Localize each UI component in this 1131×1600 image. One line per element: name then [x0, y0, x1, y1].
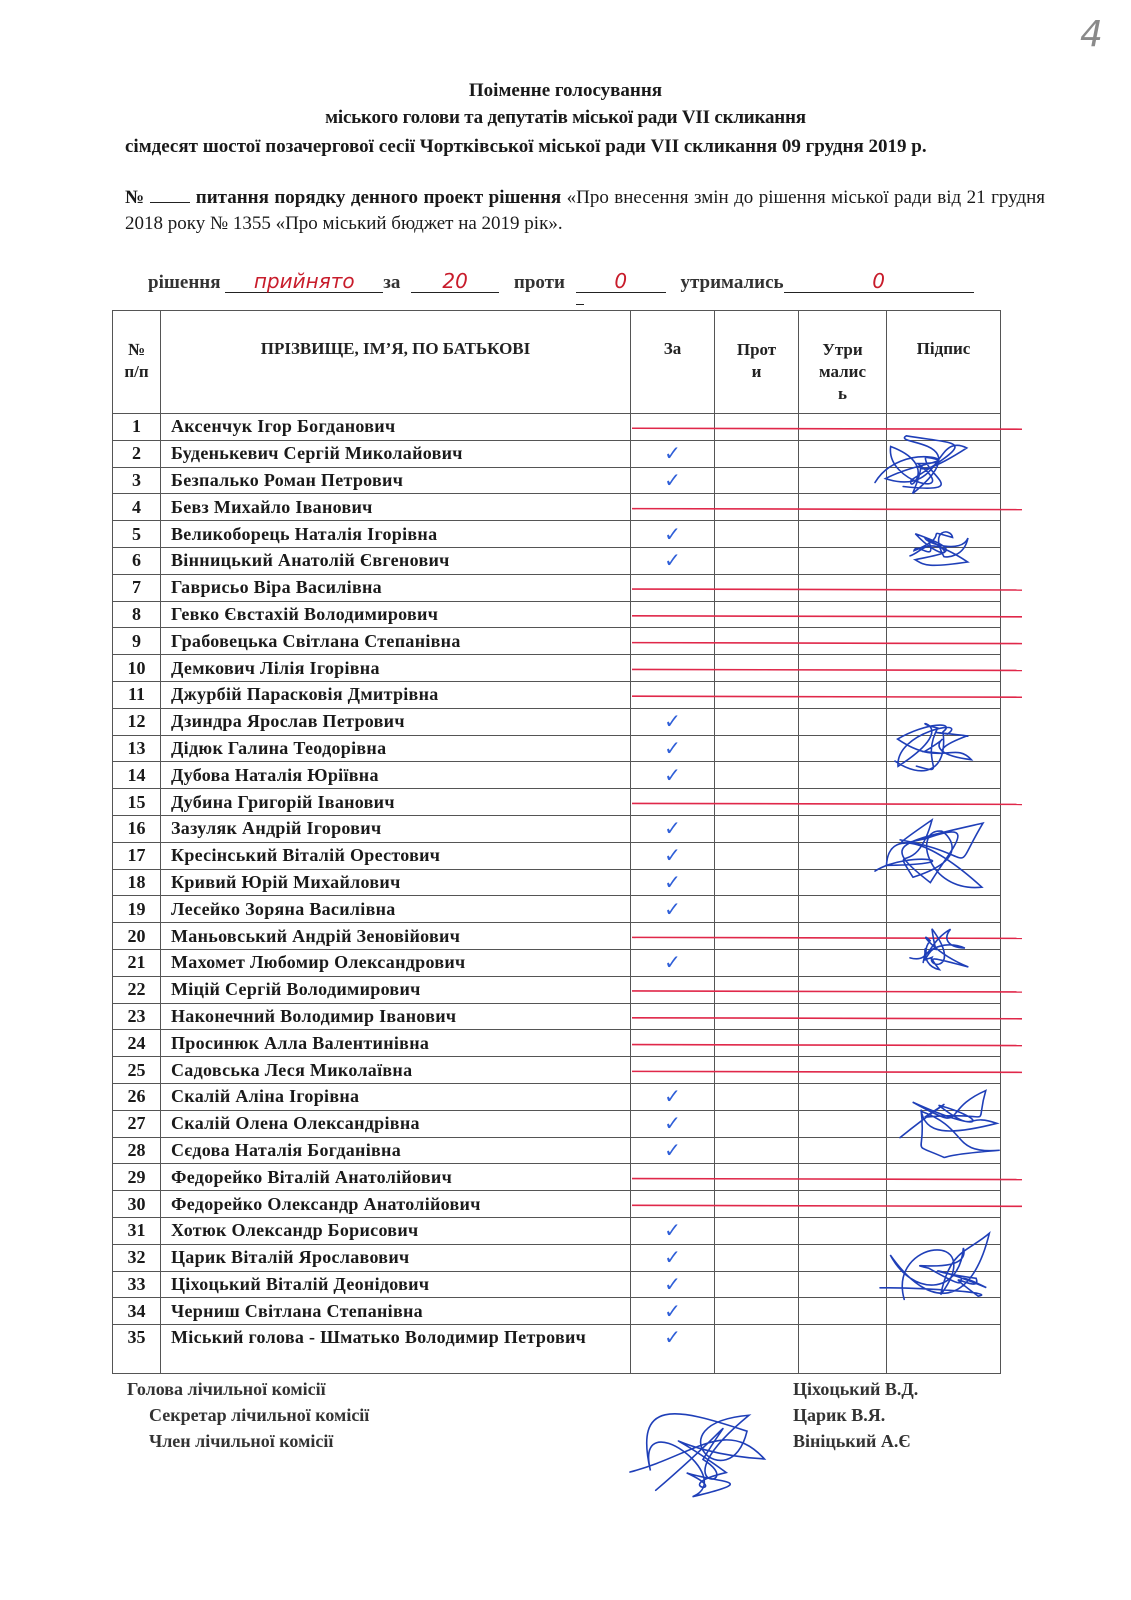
deputy-name: Просинюк Алла Валентинівна [161, 1030, 631, 1057]
row-number: 26 [113, 1083, 161, 1110]
question-label: питання порядку денного проект рішення [195, 187, 562, 208]
row-number: 14 [113, 762, 161, 789]
row-number: 27 [113, 1110, 161, 1137]
row-number: 25 [113, 1057, 161, 1084]
row-number: 22 [113, 976, 161, 1003]
checkmark-icon: ✓ [664, 816, 681, 841]
row-number: 29 [113, 1164, 161, 1191]
deputy-name: Аксенчук Ігор Богданович [161, 414, 631, 441]
row-number: 16 [113, 815, 161, 842]
checkmark-icon: ✓ [664, 1111, 681, 1136]
checkmark-icon: ✓ [664, 735, 681, 760]
strike-line [632, 937, 1022, 938]
deputy-name: Дубова Наталія Юріївна [161, 762, 631, 789]
deputy-name: Дідюк Галина Теодорівна [161, 735, 631, 762]
deputy-name: Міський голова - Шматько Володимир Петрович [161, 1325, 631, 1374]
row-number: 6 [113, 547, 161, 574]
strike-line [632, 1179, 1022, 1180]
checkmark-icon: ✓ [664, 1325, 681, 1350]
checkmark-icon: ✓ [664, 1137, 681, 1162]
document-title: Поіменне голосування [468, 80, 663, 101]
strike-line [632, 669, 1022, 670]
deputy-name: Гевко Євстахій Володимирович [161, 601, 631, 628]
signature-scribble [910, 532, 968, 565]
row-number: 35 [113, 1325, 161, 1374]
deputy-name: Сєдова Наталія Богданівна [161, 1137, 631, 1164]
checkmark-icon: ✓ [664, 548, 681, 573]
strike-line [632, 991, 1022, 992]
row-number: 8 [113, 601, 161, 628]
strike-line [632, 1018, 1022, 1019]
row-number: 30 [113, 1191, 161, 1218]
row-number: 33 [113, 1271, 161, 1298]
row-number: 13 [113, 735, 161, 762]
row-number: 2 [113, 440, 161, 467]
commission-names [793, 1376, 918, 1454]
for-label: за [383, 272, 401, 293]
row-number: 21 [113, 949, 161, 976]
signature-scribble [875, 436, 967, 494]
deputy-name: Великоборець Наталія Ігорівна [161, 521, 631, 548]
checkmark-icon: ✓ [664, 1245, 681, 1270]
row-number: 3 [113, 467, 161, 494]
checkmark-icon: ✓ [664, 1084, 681, 1109]
deputy-name: Маньовський Андрій Зеновійович [161, 923, 631, 950]
header-for: За [631, 311, 715, 414]
decision-label: рішення [148, 272, 221, 293]
header-signature: Підпис [887, 311, 1001, 414]
row-number: 20 [113, 923, 161, 950]
deputy-name: Лесейко Зоряна Василівна [161, 896, 631, 923]
deputy-name: Махомет Любомир Олександрович [161, 949, 631, 976]
deputy-name: Демкович Лілія Ігорівна [161, 655, 631, 682]
row-number: 24 [113, 1030, 161, 1057]
deputy-name: Хотюк Олександр Борисович [161, 1217, 631, 1244]
row-number: 5 [113, 521, 161, 548]
chair-name: Ціхоцький В.Д. [793, 1379, 919, 1399]
deputy-name: Зазуляк Андрій Ігорович [161, 815, 631, 842]
page-number: 4 [1080, 14, 1103, 55]
signature-scribble [875, 820, 983, 888]
member-label: Член лічильної комісії [149, 1431, 334, 1451]
checkmark-icon: ✓ [664, 869, 681, 894]
deputy-name: Черниш Світлана Степанівна [161, 1298, 631, 1325]
signature-scribble [910, 929, 968, 970]
row-number: 23 [113, 1003, 161, 1030]
deputy-name: Вінницький Анатолій Євгенович [161, 547, 631, 574]
deputy-name: Безпалько Роман Петрович [161, 467, 631, 494]
row-number: 34 [113, 1298, 161, 1325]
deputy-name: Садовська Леся Миколаївна [161, 1057, 631, 1084]
deputy-name: Федорейко Віталій Анатолійович [161, 1164, 631, 1191]
checkmark-icon: ✓ [664, 1298, 681, 1323]
deputy-name: Ціхоцький Віталій Деонідович [161, 1271, 631, 1298]
deputy-name: Кресінський Віталій Орестович [161, 842, 631, 869]
deputy-name: Джурбій Парасковія Дмитрівна [161, 681, 631, 708]
deputy-name: Грабовецька Світлана Степанівна [161, 628, 631, 655]
deputy-name: Міцій Сергій Володимирович [161, 976, 631, 1003]
secretary-label: Секретар лічильної комісії [149, 1405, 370, 1425]
strike-line [632, 428, 1022, 429]
abstained-count: 0 [784, 270, 974, 293]
chair-label: Голова лічильної комісії [127, 1379, 326, 1399]
strike-line [632, 803, 1022, 804]
deputy-name: Гаврисьо Віра Василівна [161, 574, 631, 601]
deputy-name: Дубина Григорій Іванович [161, 789, 631, 816]
strike-line [632, 643, 1022, 644]
against-label: проти [513, 272, 565, 293]
header-abstained: Утри малис ь [799, 311, 887, 414]
checkmark-icon: ✓ [664, 709, 681, 734]
row-number: 4 [113, 494, 161, 521]
abstained-label: утримались [680, 272, 784, 293]
strike-line [632, 616, 1022, 617]
row-number: 15 [113, 789, 161, 816]
row-number: 1 [113, 414, 161, 441]
deputy-name: Дзиндра Ярослав Петрович [161, 708, 631, 735]
row-number: 10 [113, 655, 161, 682]
commission-labels [127, 1376, 369, 1454]
row-number: 7 [113, 574, 161, 601]
row-number: 9 [113, 628, 161, 655]
header-number: № п/п [113, 311, 161, 414]
row-number: 18 [113, 869, 161, 896]
checkmark-icon: ✓ [664, 521, 681, 546]
deputy-name: Скалій Олена Олександрівна [161, 1110, 631, 1137]
checkmark-icon: ✓ [664, 762, 681, 787]
row-number: 31 [113, 1217, 161, 1244]
member-name: Вініцький А.Є [793, 1431, 911, 1451]
checkmark-icon: ✓ [664, 843, 681, 868]
checkmark-icon: ✓ [664, 1271, 681, 1296]
row-number: 32 [113, 1244, 161, 1271]
decision-value: прийнято [225, 270, 383, 293]
strike-line [632, 509, 1022, 510]
for-count: 20 [411, 270, 499, 293]
document-subtitle: міського голови та депутатів міської ради VII скликання [325, 107, 806, 128]
signature-scribble [895, 724, 971, 771]
row-number: 12 [113, 708, 161, 735]
checkmark-icon: ✓ [664, 441, 681, 466]
secretary-name: Царик В.Я. [793, 1405, 886, 1425]
strike-line [632, 1071, 1022, 1072]
against-count: 0 [576, 270, 666, 293]
strike-line [632, 1205, 1022, 1206]
checkmark-icon: ✓ [664, 1218, 681, 1243]
row-number: 11 [113, 681, 161, 708]
row-number: 17 [113, 842, 161, 869]
deputy-name: Кривий Юрій Михайлович [161, 869, 631, 896]
header-full-name: ПРІЗВИЩЕ, ІМ’Я, ПО БАТЬКОВІ [161, 311, 631, 414]
row-number: 28 [113, 1137, 161, 1164]
signature-scribble [900, 1091, 1000, 1158]
question-prefix: № [125, 187, 145, 208]
signature-scribble [880, 1233, 989, 1299]
deputy-name: Федорейко Олександр Анатолійович [161, 1191, 631, 1218]
checkmark-icon: ✓ [664, 896, 681, 921]
strike-line [632, 589, 1022, 590]
deputy-name: Буденькевич Сергій Миколайович [161, 440, 631, 467]
commission-signature [630, 1414, 764, 1497]
question-text: «Про внесення змін до рішення міської ради від 21 грудня 2018 року № 1355 «Про міський бюджет на 2019 рік». [125, 187, 1046, 234]
session-line: сімдесят шостої позачергової сесії Чортківської міської ради VII скликання 09 грудня 2019 р. [125, 136, 927, 157]
header-against: Прот и [715, 311, 799, 414]
deputy-name: Бевз Михайло Іванович [161, 494, 631, 521]
strike-line [632, 696, 1022, 697]
deputy-name: Скалій Аліна Ігорівна [161, 1083, 631, 1110]
deputy-name: Царик Віталій Ярославович [161, 1244, 631, 1271]
row-number: 19 [113, 896, 161, 923]
checkmark-icon: ✓ [664, 950, 681, 975]
checkmark-icon: ✓ [664, 467, 681, 492]
deputy-name: Наконечний Володимир Іванович [161, 1003, 631, 1030]
strike-line [632, 1045, 1022, 1046]
